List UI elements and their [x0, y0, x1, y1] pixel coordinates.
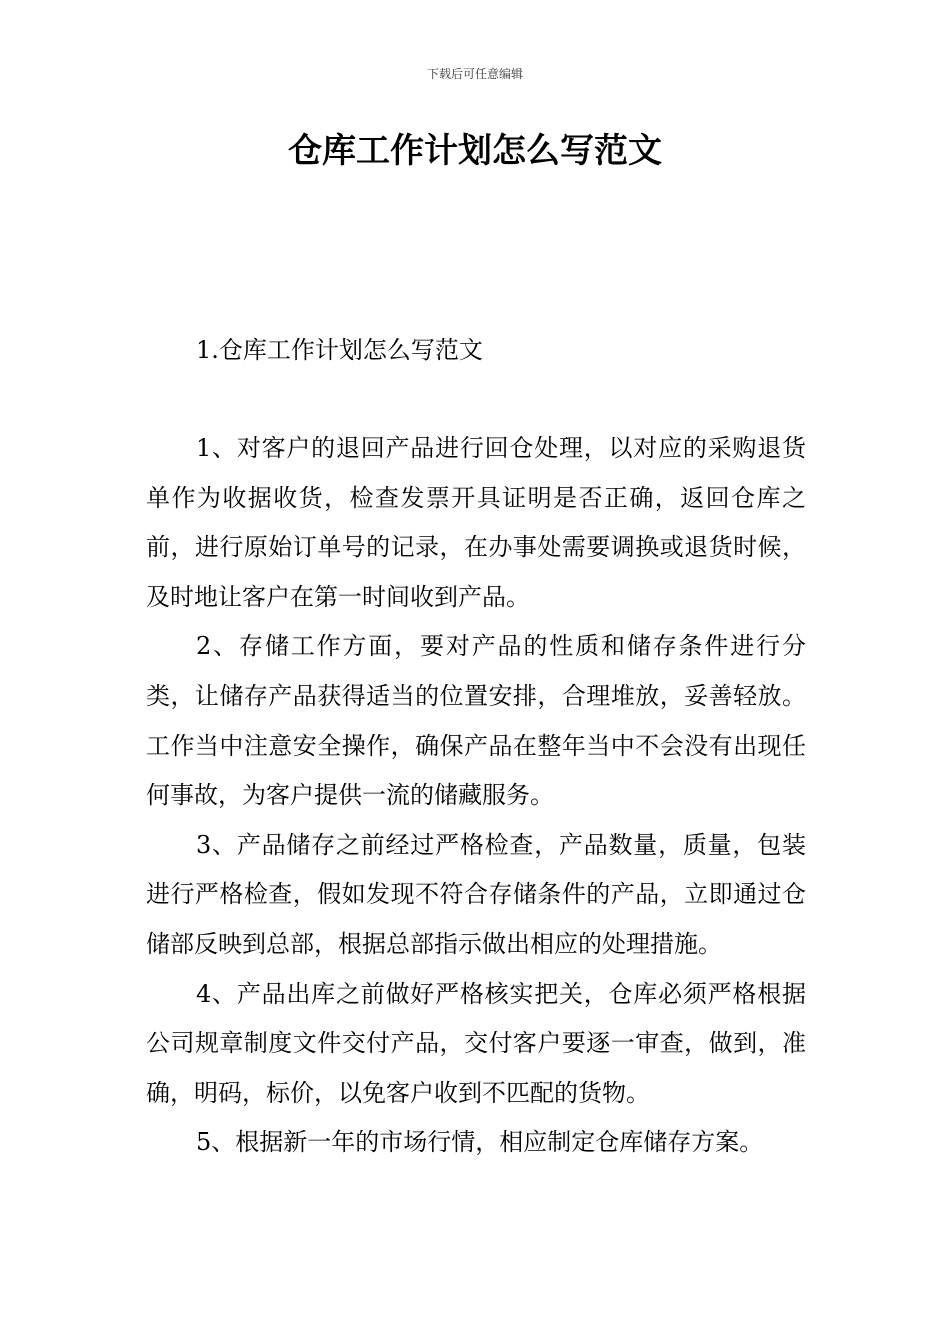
- paragraph-2: 2、存储工作方面，要对产品的性质和储存条件进行分类，让储存产品获得适当的位置安排，合理堆放，妥善轻放。工作当中注意安全操作，确保产品在整年当中不会没有出现任何事故，为客户提供一流的储藏服务。: [146, 632, 806, 810]
- document-title: 仓库工作计划怎么写范文: [288, 131, 662, 171]
- document-body: [146, 424, 806, 1168]
- paragraph-4: 4、产品出库之前做好严格核实把关，仓库必须严格根据公司规章制度文件交付产品，交付客户要逐一审查，做到，准确，明码，标价，以免客户收到不匹配的货物。: [146, 979, 806, 1107]
- paragraph-3: 3、产品储存之前经过严格检查，产品数量，质量，包装进行严格检查，假如发现不符合存储条件的产品，立即通过仓储部反映到总部，根据总部指示做出相应的处理措施。: [146, 830, 806, 958]
- paragraph-5: 5、根据新一年的市场行情，相应制定仓库储存方案。: [196, 1128, 764, 1157]
- header-note: 下载后可任意编辑: [426, 67, 523, 81]
- paragraph-1: 1、对客户的退回产品进行回仓处理，以对应的采购退货单作为收据收货，检查发票开具证明是否正确，返回仓库之前，进行原始订单号的记录，在办事处需要调换或退货时候，及时地让客户在第一时间收到产品。: [146, 434, 806, 611]
- section-heading: 1.仓库工作计划怎么写范文: [196, 336, 483, 364]
